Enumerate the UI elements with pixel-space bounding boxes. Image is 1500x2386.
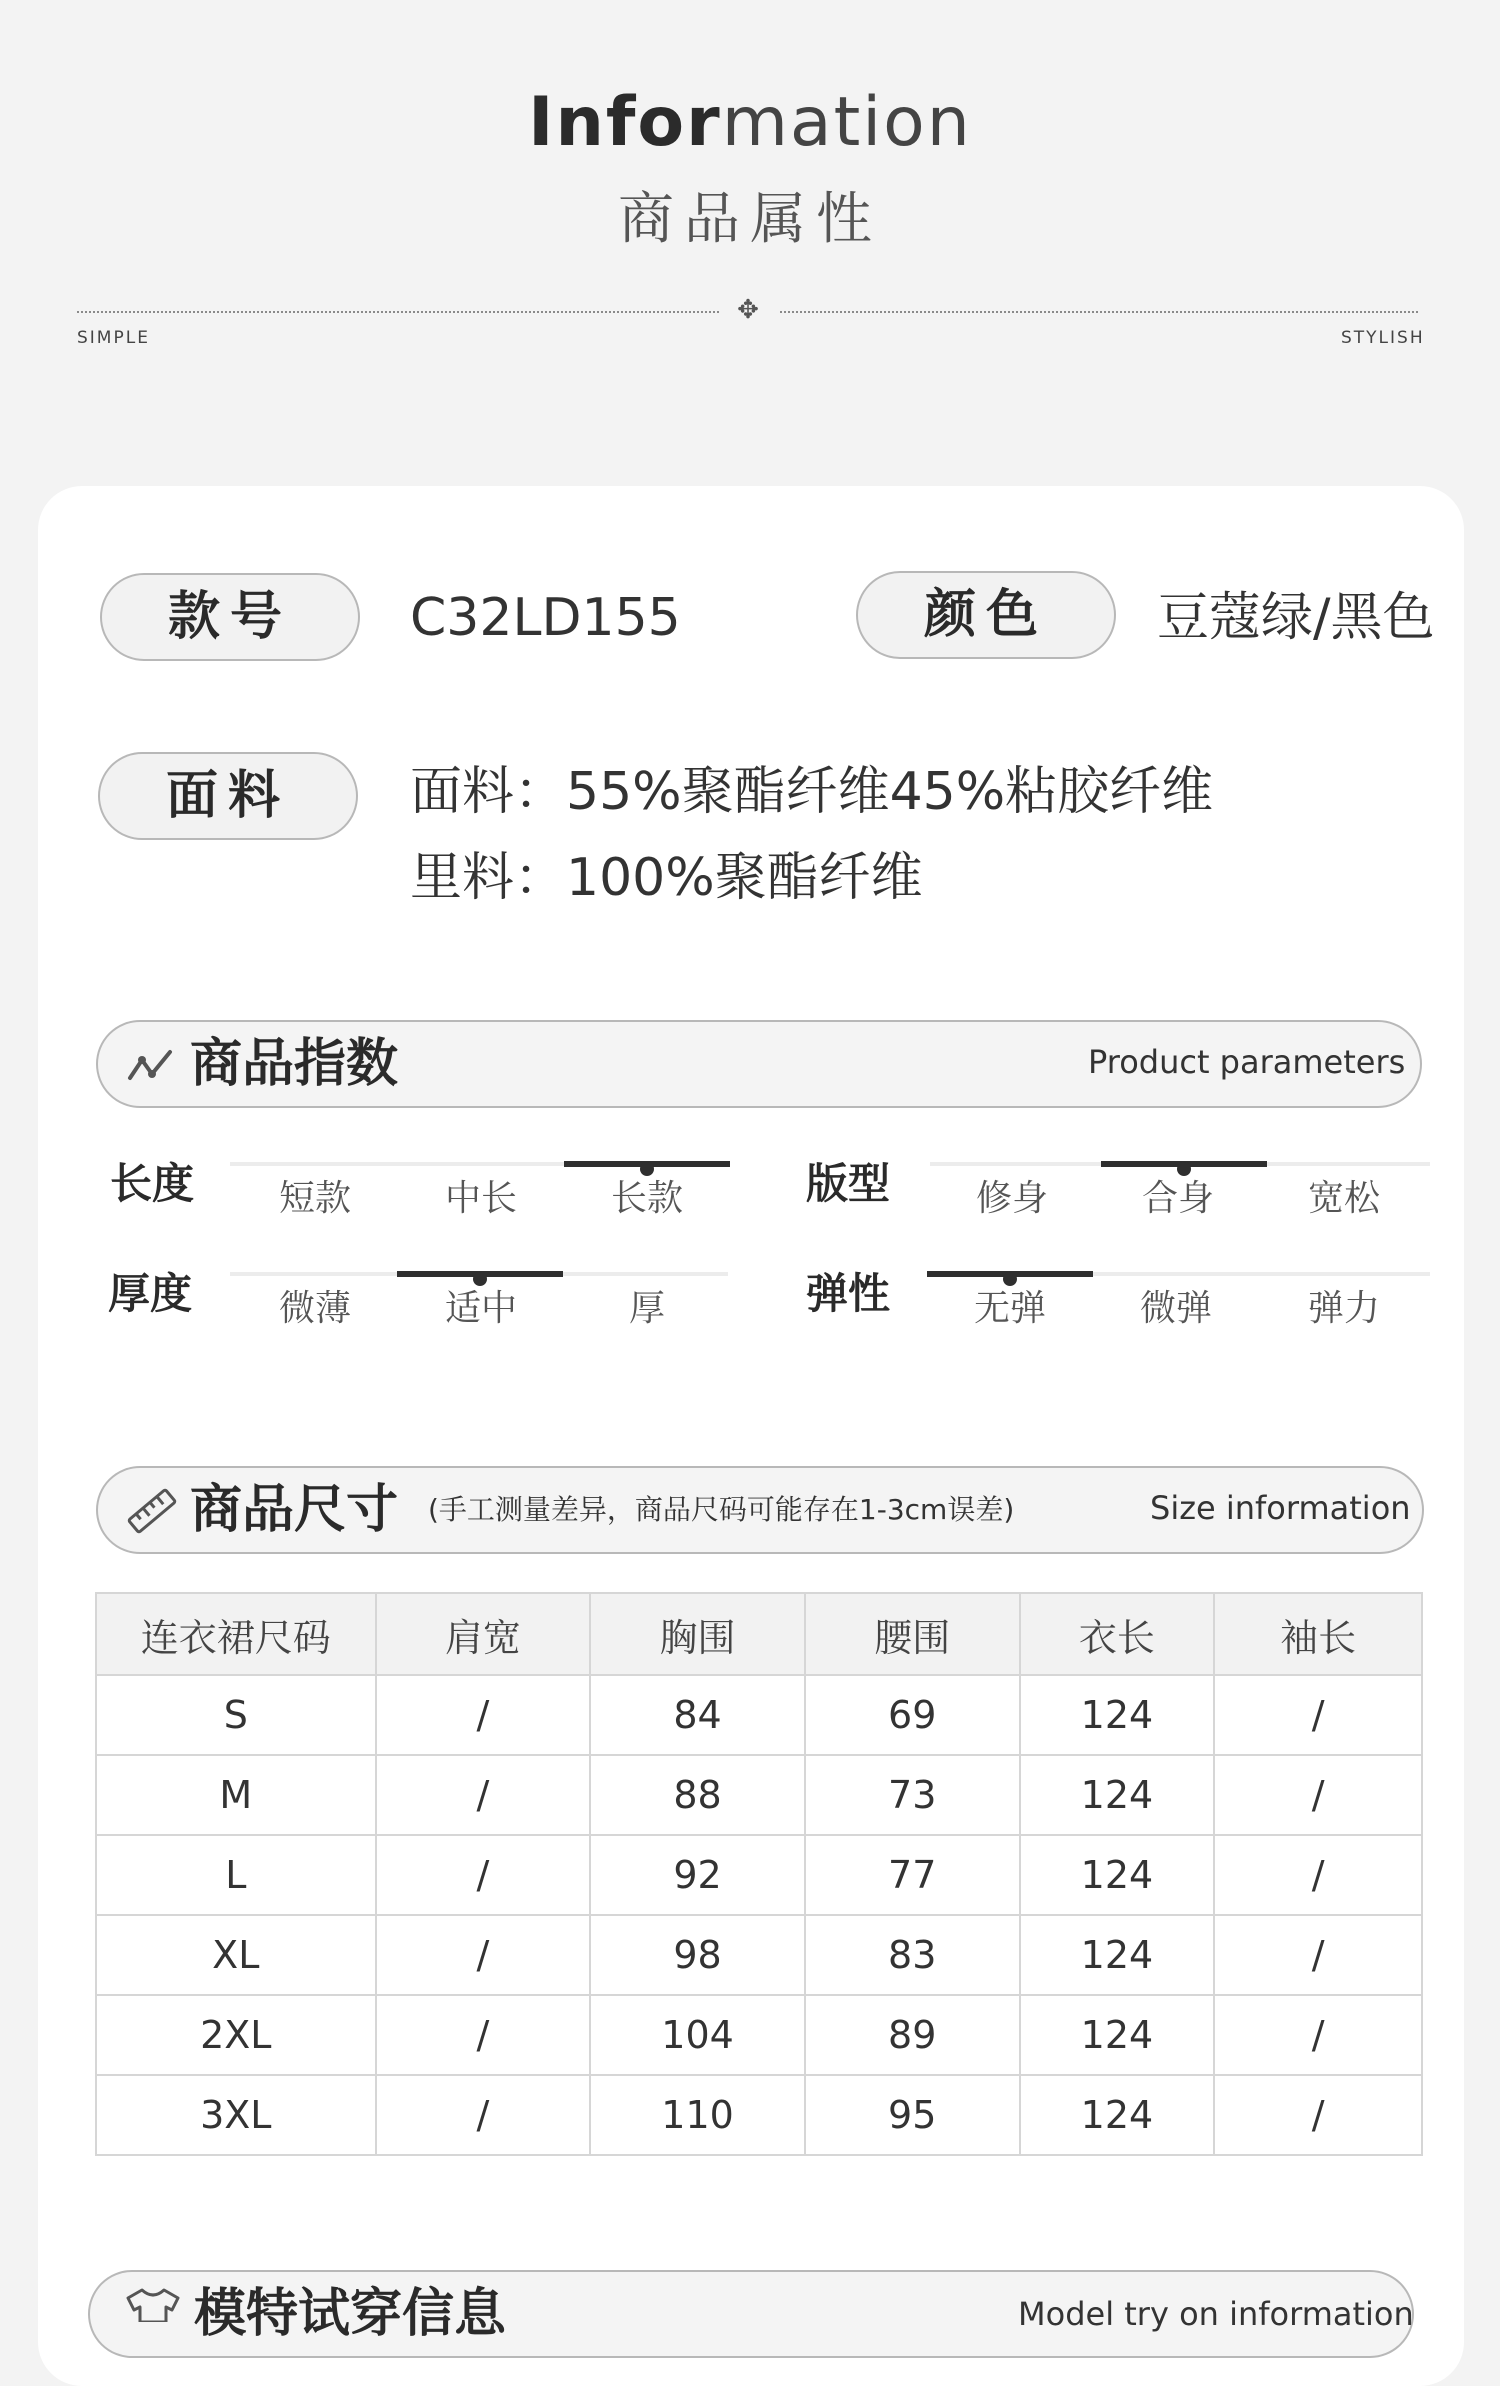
thickness-option: 适中 xyxy=(444,1288,517,1329)
trend-line-icon xyxy=(126,1046,178,1086)
table-row xyxy=(96,1835,1422,1915)
header-cell: 袖长 xyxy=(1214,1593,1422,1675)
title-bold: Infor xyxy=(528,83,722,162)
stylish-tag: STYLISH xyxy=(1341,328,1425,348)
table-cell: 69 xyxy=(805,1675,1020,1755)
table-cell: 98 xyxy=(590,1915,805,1995)
size-en-title: Size information xyxy=(1150,1489,1411,1527)
table-cell: / xyxy=(1214,2075,1422,2155)
elasticity-option: 弹力 xyxy=(1307,1288,1380,1329)
table-cell: 124 xyxy=(1020,1675,1215,1755)
length-option: 中长 xyxy=(444,1178,517,1219)
table-cell: / xyxy=(376,1995,591,2075)
table-cell: / xyxy=(1214,1675,1422,1755)
fabric-line-2: 里料：100%聚酯纤维 xyxy=(410,848,923,908)
size-table-header xyxy=(96,1593,1422,1675)
header-cell: 腰围 xyxy=(805,1593,1020,1675)
table-cell: 88 xyxy=(590,1755,805,1835)
table-row xyxy=(96,2075,1422,2155)
fabric-line-1: 面料：55%聚酯纤维45%粘胶纤维 xyxy=(410,762,1214,822)
page-title xyxy=(0,78,1500,168)
table-cell: / xyxy=(376,1675,591,1755)
table-cell: 73 xyxy=(805,1755,1020,1835)
size-note: (手工测量差异，商品尺码可能存在1-3cm误差) xyxy=(428,1493,1015,1526)
color-value: 豆蔻绿/黑色 xyxy=(1157,588,1435,648)
elasticity-label: 弹性 xyxy=(806,1269,891,1318)
table-cell: / xyxy=(376,1835,591,1915)
four-arrows-icon: ✥ xyxy=(737,295,759,325)
fabric-label: 面料 xyxy=(98,752,358,840)
header-cell: 胸围 xyxy=(590,1593,805,1675)
table-cell: 124 xyxy=(1020,1755,1215,1835)
simple-tag: SIMPLE xyxy=(77,328,150,348)
table-row xyxy=(96,1675,1422,1755)
length-option: 短款 xyxy=(278,1178,351,1219)
table-cell: 3XL xyxy=(96,2075,376,2155)
divider-left xyxy=(77,311,719,313)
table-cell: / xyxy=(1214,1995,1422,2075)
table-cell: M xyxy=(96,1755,376,1835)
fit-label: 版型 xyxy=(806,1159,891,1208)
elasticity-option: 无弹 xyxy=(973,1288,1046,1329)
model-en-title: Model try on information xyxy=(1018,2295,1414,2333)
params-title: 商品指数 xyxy=(190,1034,399,1094)
table-cell: S xyxy=(96,1675,376,1755)
ruler-icon xyxy=(126,1488,178,1534)
size-title: 商品尺寸 xyxy=(190,1480,399,1540)
fit-option: 修身 xyxy=(975,1178,1048,1219)
thickness-option: 厚 xyxy=(628,1288,665,1329)
table-cell: 77 xyxy=(805,1835,1020,1915)
table-cell: XL xyxy=(96,1915,376,1995)
table-cell: L xyxy=(96,1835,376,1915)
table-cell: / xyxy=(1214,1755,1422,1835)
style-number-value: C32LD155 xyxy=(410,588,681,648)
table-cell: / xyxy=(376,1755,591,1835)
fit-option: 合身 xyxy=(1141,1178,1214,1219)
thickness-option: 微薄 xyxy=(278,1288,351,1329)
table-row xyxy=(96,1915,1422,1995)
table-cell: 124 xyxy=(1020,1835,1215,1915)
table-cell: 110 xyxy=(590,2075,805,2155)
header-cell: 肩宽 xyxy=(376,1593,591,1675)
length-label: 长度 xyxy=(110,1159,195,1208)
fit-option: 宽松 xyxy=(1307,1178,1380,1219)
table-cell: 84 xyxy=(590,1675,805,1755)
divider-right xyxy=(780,311,1418,313)
table-cell: 124 xyxy=(1020,2075,1215,2155)
tshirt-icon xyxy=(124,2286,182,2322)
header-cell: 连衣裙尺码 xyxy=(96,1593,376,1675)
table-cell: / xyxy=(1214,1915,1422,1995)
table-cell: / xyxy=(1214,1835,1422,1915)
length-option: 长款 xyxy=(610,1178,683,1219)
table-cell: 83 xyxy=(805,1915,1020,1995)
model-title: 模特试穿信息 xyxy=(194,2284,507,2344)
elasticity-option: 微弹 xyxy=(1139,1288,1212,1329)
header-cell: 衣长 xyxy=(1020,1593,1215,1675)
table-cell: 124 xyxy=(1020,1915,1215,1995)
title-light: mation xyxy=(721,83,972,162)
thickness-label: 厚度 xyxy=(108,1269,193,1318)
table-cell: 104 xyxy=(590,1995,805,2075)
table-row xyxy=(96,1755,1422,1835)
table-cell: 124 xyxy=(1020,1995,1215,2075)
params-en-title: Product parameters xyxy=(1088,1043,1406,1081)
table-cell: 95 xyxy=(805,2075,1020,2155)
color-label: 颜色 xyxy=(856,571,1116,659)
style-number-label: 款号 xyxy=(100,573,360,661)
table-cell: / xyxy=(376,2075,591,2155)
table-cell: 92 xyxy=(590,1835,805,1915)
table-row xyxy=(96,1995,1422,2075)
size-table xyxy=(95,1592,1423,2156)
page-subtitle: 商品属性 xyxy=(618,187,882,252)
table-cell: / xyxy=(376,1915,591,1995)
table-cell: 2XL xyxy=(96,1995,376,2075)
table-cell: 89 xyxy=(805,1995,1020,2075)
